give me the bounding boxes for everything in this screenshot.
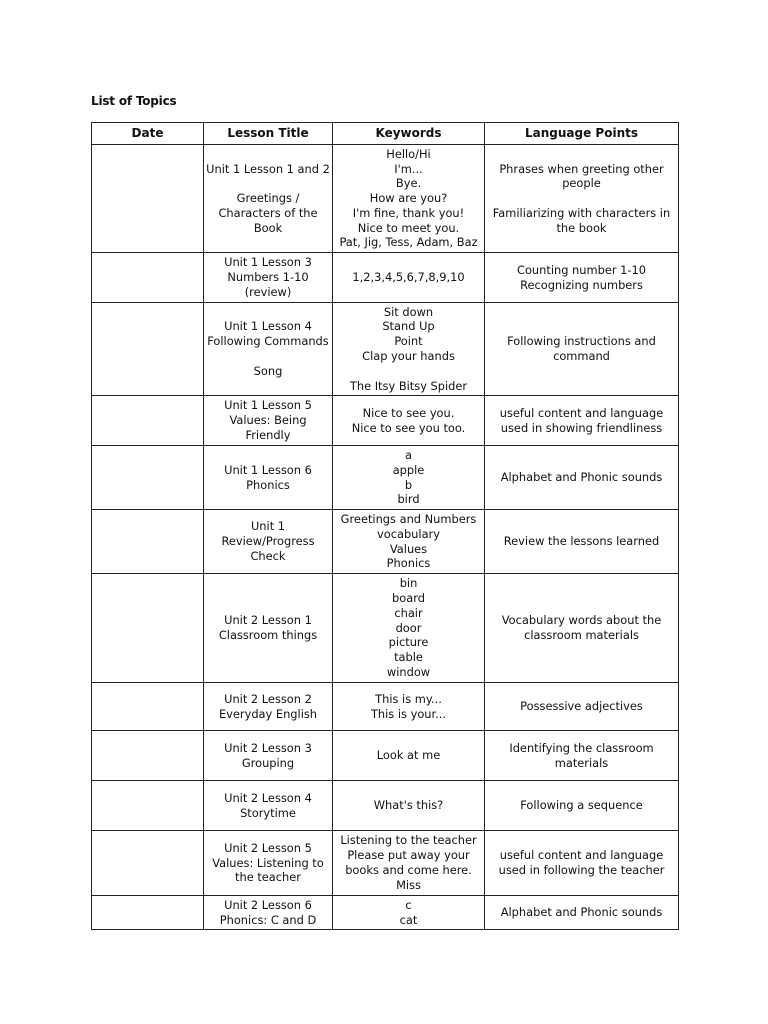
cell-lesson-title: Unit 1 Review/Progress Check [204,510,333,574]
cell-language-points: Vocabulary words about the classroom materials [485,574,679,683]
cell-language-points: Alphabet and Phonic sounds [485,446,679,510]
cell-language-points: Possessive adjectives [485,683,679,731]
table-row [92,303,679,396]
cell-lesson-title: Unit 1 Lesson 1 and 2 Greetings / Characters of the Book [204,145,333,253]
cell-date [92,574,204,683]
cell-keywords: c cat [333,896,485,930]
header-keywords: Keywords [333,123,485,145]
cell-keywords: 1,2,3,4,5,6,7,8,9,10 [333,253,485,303]
cell-keywords: This is my... This is your... [333,683,485,731]
table-row [92,896,679,930]
cell-date [92,510,204,574]
table-row [92,510,679,574]
cell-language-points: useful content and language used in following the teacher [485,831,679,896]
cell-lesson-title: Unit 2 Lesson 2 Everyday English [204,683,333,731]
cell-date [92,731,204,781]
table-row [92,253,679,303]
table-row [92,831,679,896]
cell-language-points: Following a sequence [485,781,679,831]
cell-keywords: Sit down Stand Up Point Clap your hands The Itsy Bitsy Spider [333,303,485,396]
cell-date [92,683,204,731]
cell-lesson-title: Unit 2 Lesson 3 Grouping [204,731,333,781]
cell-keywords: Greetings and Numbers vocabulary Values Phonics [333,510,485,574]
cell-lesson-title: Unit 1 Lesson 4 Following Commands Song [204,303,333,396]
table-row [92,574,679,683]
cell-keywords: Listening to the teacher Please put away your books and come here. Miss [333,831,485,896]
cell-lesson-title: Unit 1 Lesson 3 Numbers 1-10 (review) [204,253,333,303]
header-language-points: Language Points [485,123,679,145]
cell-lesson-title: Unit 2 Lesson 6 Phonics: C and D [204,896,333,930]
table-row [92,396,679,446]
cell-lesson-title: Unit 1 Lesson 6 Phonics [204,446,333,510]
cell-date [92,145,204,253]
header-lesson-title: Lesson Title [204,123,333,145]
table-row [92,145,679,253]
cell-date [92,781,204,831]
cell-lesson-title: Unit 2 Lesson 4 Storytime [204,781,333,831]
cell-keywords: bin board chair door picture table window [333,574,485,683]
cell-keywords: Hello/Hi I'm... Bye. How are you? I'm fine, thank you! Nice to meet you. Pat, Jig, Tess, Adam, Baz [333,145,485,253]
cell-date [92,831,204,896]
table-row [92,446,679,510]
cell-date [92,896,204,930]
cell-date [92,446,204,510]
cell-keywords: a apple b bird [333,446,485,510]
header-date: Date [92,123,204,145]
cell-language-points: Counting number 1-10 Recognizing numbers [485,253,679,303]
table-row [92,731,679,781]
topics-table [91,122,679,930]
cell-lesson-title: Unit 2 Lesson 5 Values: Listening to the teacher [204,831,333,896]
cell-lesson-title: Unit 1 Lesson 5 Values: Being Friendly [204,396,333,446]
table-header-row [92,123,679,145]
cell-date [92,303,204,396]
cell-language-points: Alphabet and Phonic sounds [485,896,679,930]
cell-language-points: Phrases when greeting other people Familiarizing with characters in the book [485,145,679,253]
cell-language-points: Following instructions and command [485,303,679,396]
cell-date [92,253,204,303]
cell-language-points: useful content and language used in showing friendliness [485,396,679,446]
table-row [92,683,679,731]
cell-keywords: Nice to see you. Nice to see you too. [333,396,485,446]
cell-language-points: Review the lessons learned [485,510,679,574]
cell-keywords: Look at me [333,731,485,781]
page-title: List of Topics [91,94,177,108]
cell-language-points: Identifying the classroom materials [485,731,679,781]
cell-keywords: What's this? [333,781,485,831]
cell-lesson-title: Unit 2 Lesson 1 Classroom things [204,574,333,683]
table-row [92,781,679,831]
cell-date [92,396,204,446]
